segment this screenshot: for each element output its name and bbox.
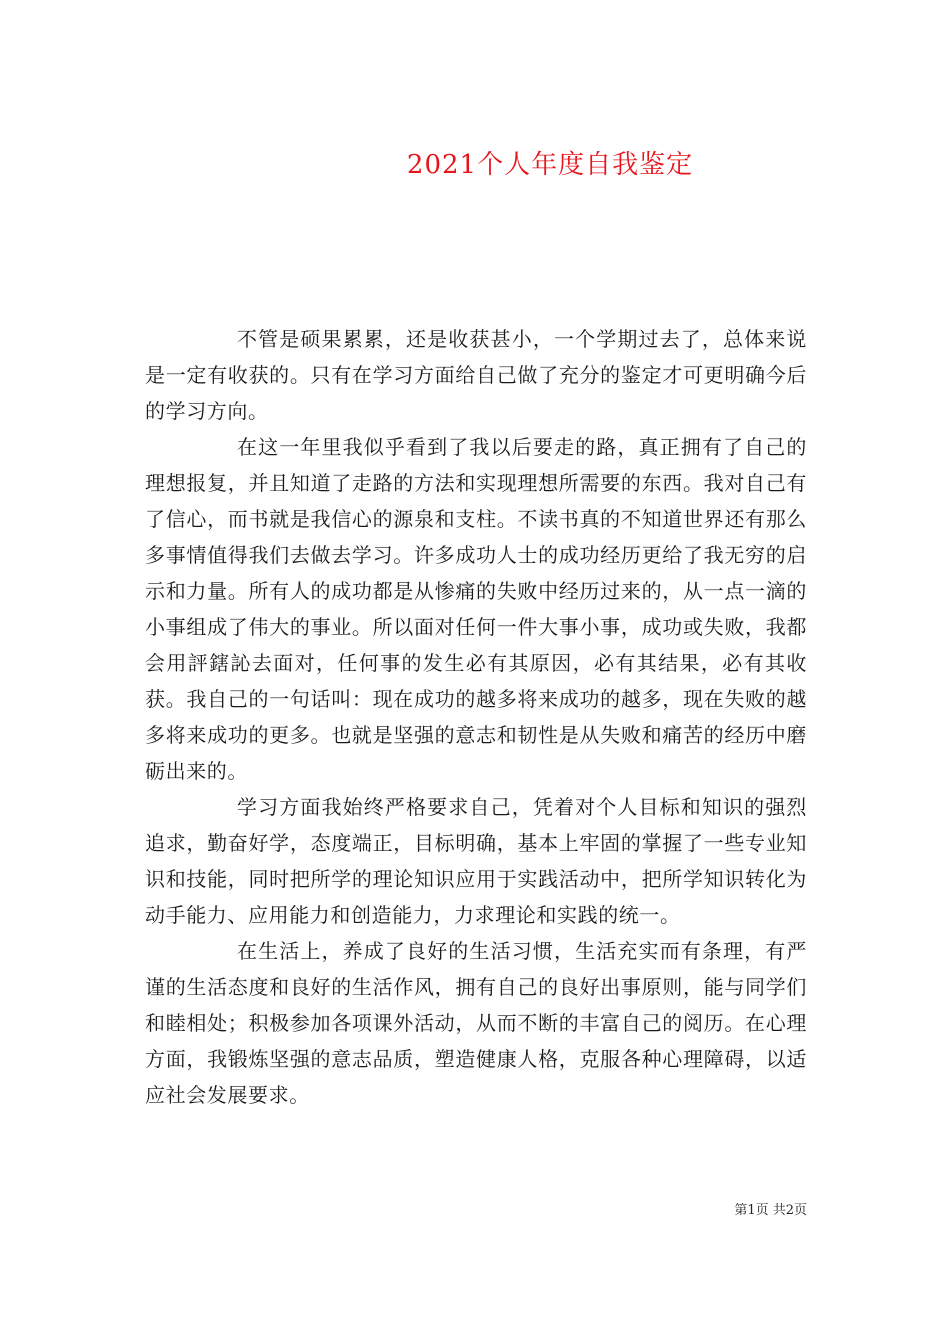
paragraph-2: 在这一年里我似乎看到了我以后要走的路，真正拥有了自己的理想报复，并且知道了走路的方法和实现理想所需要的东西。我对自己有了信心，而书就是我信心的源泉和支柱。不读书真的不知道世界还有那么多事情值得我们去做去学习。许多成功人士的成功经历更给了我无穷的启示和力量。所有人的成功都是从惨痛的失败中经历过来的，从一点一滴的小事组成了伟大的事业。所以面对任何一件大事小事，成功或失败，我都会用評鎋訫去面对，任何事的发生必有其原因，必有其结果，必有其收获。我自己的一句话叫：现在成功的越多将来成功的越多，现在失败的越多将来成功的更多。也就是坚强的意志和韧性是从失败和痛苦的经历中磨砺出来的。 [145, 435, 807, 783]
paragraph-4: 在生活上，养成了良好的生活习惯，生活充实而有条理，有严谨的生活态度和良好的生活作风，拥有自己的良好出事原则，能与同学们和睦相处；积极参加各项课外活动，从而不断的丰富自己的阅历。在心理方面，我锻炼坚强的意志品质，塑造健康人格，克服各种心理障碍，以适应社会发展要求。 [145, 939, 807, 1107]
document-body [145, 321, 807, 1113]
paragraph-3: 学习方面我始终严格要求自己，凭着对个人目标和知识的强烈追求，勤奋好学，态度端正，目标明确，基本上牢固的掌握了一些专业知识和技能，同时把所学的理论知识应用于实践活动中，把所学知识转化为动手能力、应用能力和创造能力，力求理论和实践的统一。 [145, 795, 807, 927]
paragraph-1: 不管是硕果累累，还是收获甚小，一个学期过去了，总体来说是一定有收获的。只有在学习方面给自己做了充分的鉴定才可更明确今后的学习方向。 [145, 327, 807, 423]
document-title [0, 145, 950, 185]
page-number: 第1页 共2页 [734, 1203, 807, 1218]
document-title-text: 2021个人年度自我鉴定 [406, 150, 694, 181]
